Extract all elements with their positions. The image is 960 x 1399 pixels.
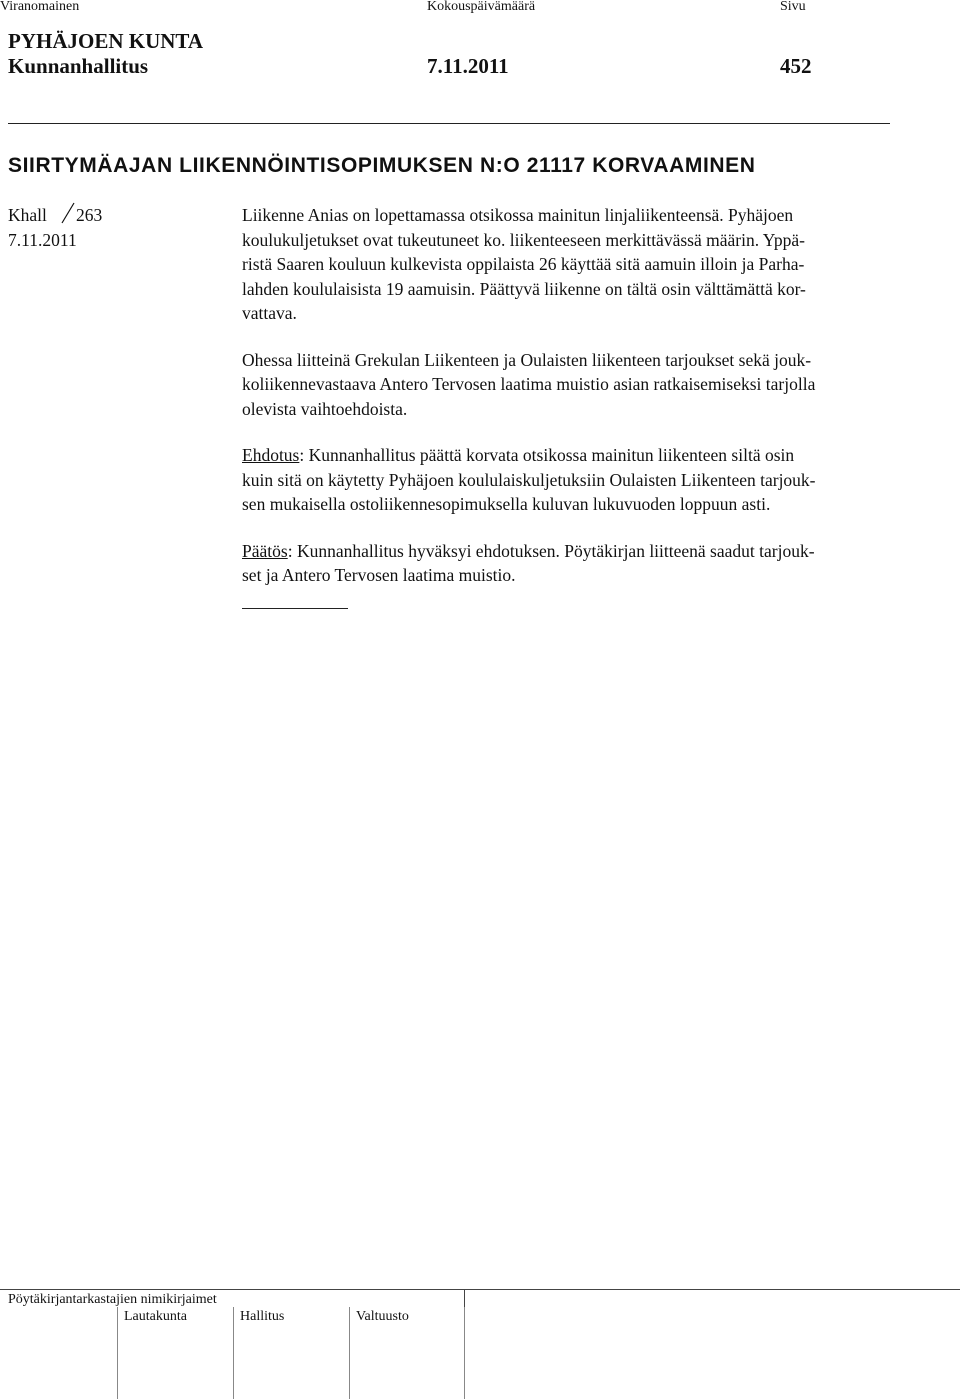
paragraph-2: [242, 348, 932, 422]
decision-line: [242, 539, 932, 564]
decision-paragraph: [242, 539, 932, 588]
p2-line: olevista vaihtoehdoista.: [242, 398, 408, 419]
header-rule: [8, 123, 890, 124]
section-mark-icon: [58, 201, 78, 225]
decision-text: : Kunnanhallitus hyväksyi ehdotuksen. Pöytäkirjan liitteenä saadut tarjouk-: [287, 540, 815, 561]
p1-line: Liikenne Anias on lopettamassa otsikossa mainitun linjaliikenteensä. Pyhäjoen: [242, 205, 794, 225]
footer-col-line: [349, 1307, 350, 1399]
ref-date: 7.11.2011: [8, 230, 77, 250]
p2-line: koliikennevastaava Antero Tervosen laatima muistio asian ratkaisemiseksi tarjolla: [242, 374, 816, 394]
proposal-line: kuin sitä on käytetty Pyhäjoen koululaiskuljetuksiin Oulaisten Liikenteen tarjouk-: [242, 469, 816, 490]
p1-line: koulukuljetukset ovat tukeutuneet ko. liikenteeseen merkittävässä määrin. Yppä-: [242, 229, 805, 250]
ref-body: Khall: [8, 205, 47, 225]
proposal-line: sen mukaisella ostoliikennesopimuksella kuluvan lukuvuoden loppuun asti.: [242, 494, 771, 514]
footer-lautakunta: Lautakunta: [124, 1309, 187, 1324]
p1-line: ristä Saaren kouluun kulkevista oppilaista 26 käyttää sitä aamuin illoin ja Parha-: [242, 254, 805, 274]
p2-line: Ohessa liitteinä Grekulan Liikenteen ja Oulaisten liikenteen tarjoukset sekä jouk-: [242, 349, 812, 370]
section-title: SIIRTYMÄAJAN LIIKENNÖINTISOPIMUKSEN N:O 21117 KORVAAMINEN: [8, 154, 756, 177]
footer-valtuusto: Valtuusto: [356, 1309, 409, 1324]
proposal-paragraph: [242, 443, 932, 517]
end-rule: [242, 608, 348, 609]
footer-divider: [464, 1289, 465, 1309]
footer-col-line: [117, 1307, 118, 1399]
ref-number: 263: [76, 205, 103, 225]
body-name: Kunnanhallitus: [8, 54, 149, 78]
proposal-text: : Kunnanhallitus päättä korvata otsikossa mainitun liikenteen siltä osin: [299, 445, 795, 465]
footer-col-line: [233, 1307, 234, 1399]
page-number: 452: [780, 54, 812, 78]
paragraph-1: [242, 203, 932, 326]
municipality-name: PYHÄJOEN KUNTA: [8, 29, 204, 53]
p1-line: vattava.: [242, 303, 297, 323]
footer-title: Pöytäkirjantarkastajien nimikirjaimet: [8, 1292, 217, 1307]
label-sivu: Sivu: [780, 0, 806, 14]
label-kokouspaivamaara: Kokouspäivämäärä: [427, 0, 536, 14]
reference-body: [8, 203, 47, 228]
footer-col-line: [464, 1307, 465, 1399]
meeting-date: 7.11.2011: [427, 54, 509, 78]
p1-line: lahden koululaisista 19 aamuisin. Päättyvä liikenne on tältä osin välttämättä kor-: [242, 278, 806, 299]
content-body: [242, 203, 932, 610]
label-viranomainen: Viranomainen: [0, 0, 80, 14]
footer-top-rule: [0, 1289, 960, 1290]
decision-line: set ja Antero Tervosen laatima muistio.: [242, 565, 516, 585]
footer-hallitus: Hallitus: [240, 1309, 285, 1324]
proposal-line: [242, 443, 932, 468]
proposal-label: Ehdotus: [242, 445, 300, 465]
decision-label: Päätös: [242, 540, 288, 561]
